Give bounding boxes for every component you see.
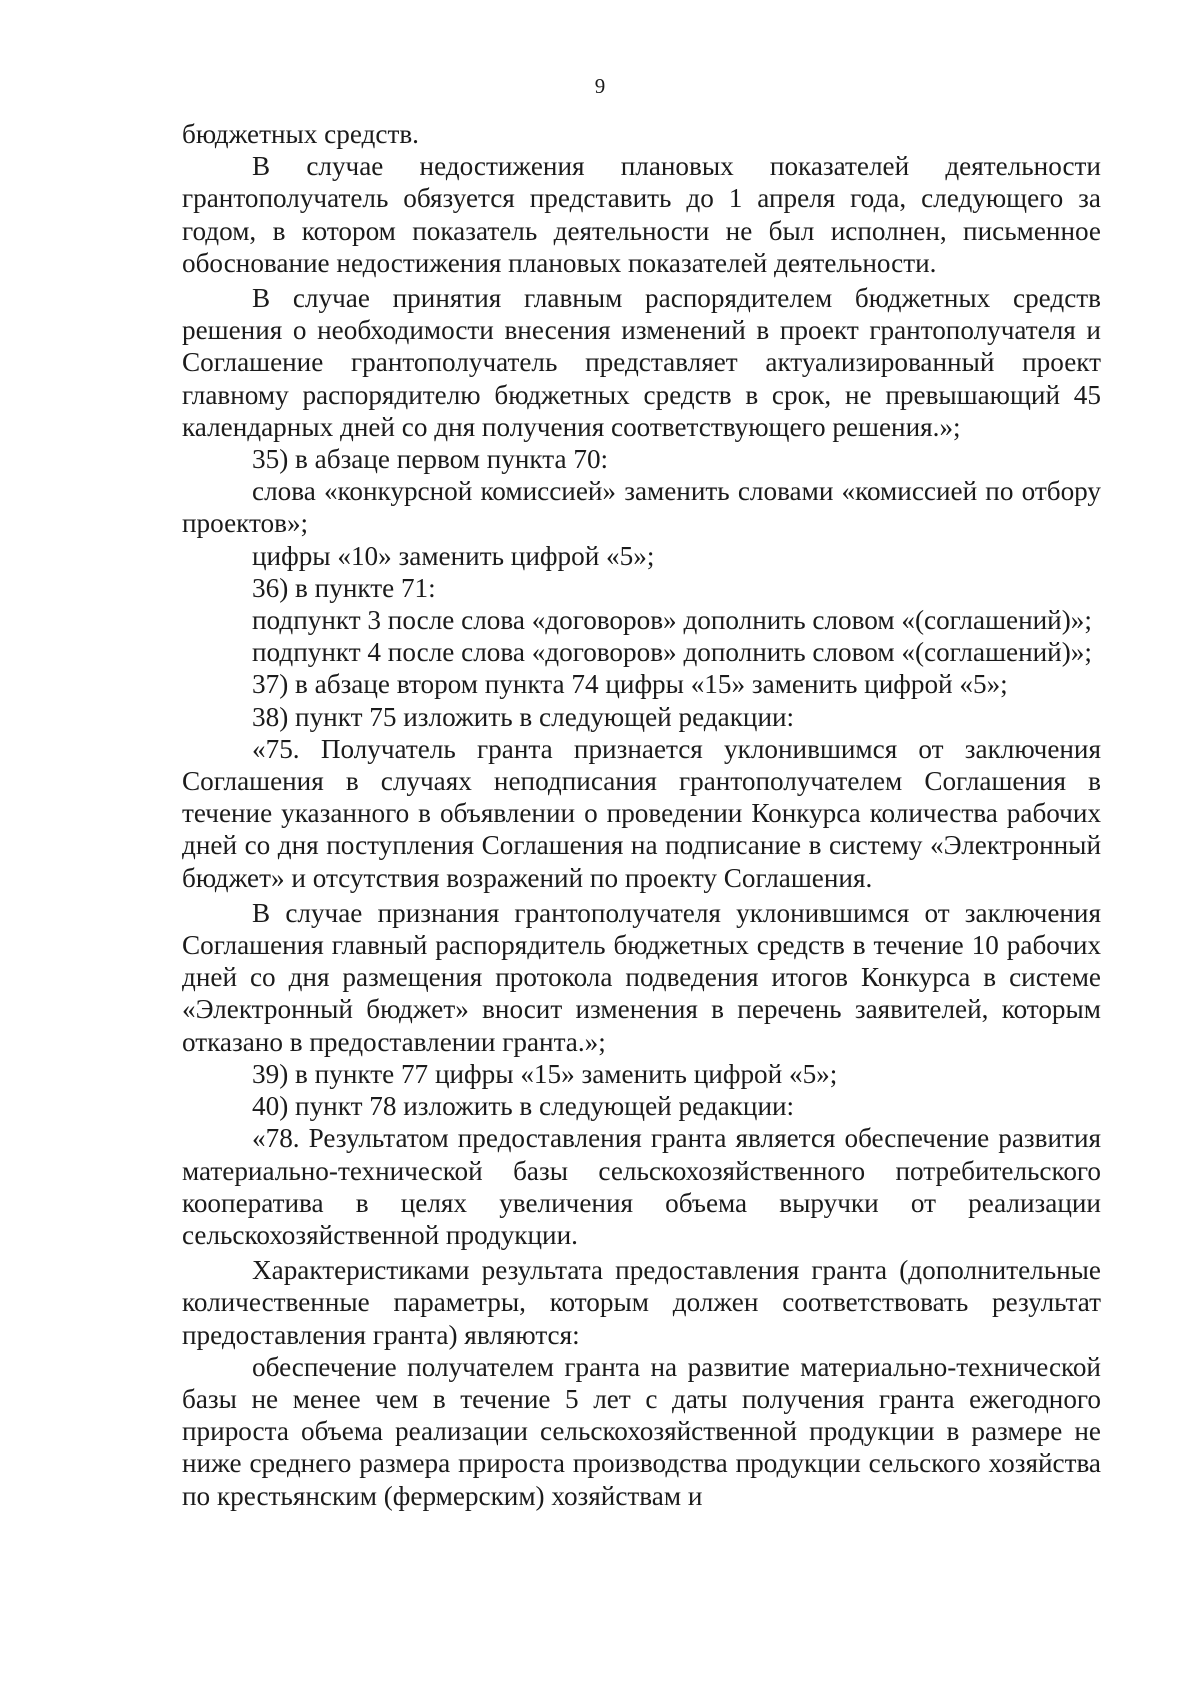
amendment-35-numbers: цифры «10» заменить цифрой «5»; (252, 540, 655, 571)
clause-75-evasion: В случае признания грантополучателя уклонившимся от заключения Соглашения главный распорядитель бюджетных средств в течение 10 рабочих дней со дня размещения протокола подведения итогов Конкурса в системе «Электронный бюджет» вносит изменения в перечень заявителей, которым отказано в предоставлении гранта.»; (182, 897, 1101, 1057)
clause-75-text: «75. Получатель гранта признается уклонившимся от заключения Соглашения в случаях неподписания грантополучателем Соглашения в течение указанного в объявлении о проведении Конкурса количества рабочих дней со дня поступления Соглашения на подписание в систему «Электронный бюджет» и отсутствия возражений по проекту Соглашения. (182, 733, 1101, 893)
clause-78-text: «78. Результатом предоставления гранта является обеспечение развития материально-технической базы сельскохозяйственного потребительского кооператива в целях увеличения объема выручки от реализации сельскохозяйственной продукции. (182, 1123, 1101, 1250)
amendment-item-38: 38) пункт 75 изложить в следующей редакции: (252, 701, 795, 732)
amendment-35-words: слова «конкурсной комиссией» заменить словами «комиссией по отбору проектов»; (182, 476, 1101, 539)
paragraph-project-changes: В случае принятия главным распорядителем бюджетных средств решения о необходимости внесения изменений в проект грантополучателя и Соглашение грантополучатель представляет актуализированный проект главному распорядителю бюджетных средств в срок, не превышающий 45 календарных дней со дня получения соответствующего решения.»; (182, 283, 1101, 442)
amendment-36-subitem-3: подпункт 3 после слова «договоров» дополнить словом «(соглашений)»; (252, 605, 1092, 636)
amendment-item-40: 40) пункт 78 изложить в следующей редакции: (252, 1091, 795, 1122)
clause-78-characteristics: Характеристиками результата предоставления гранта (дополнительные количественные параметры, которым должен соответствовать результат предоставления гранта) являются: (182, 1255, 1101, 1350)
clause-78-growth-requirement: обеспечение получателем гранта на развитие материально-технической базы не менее чем в течение 5 лет с даты получения гранта ежегодного прироста объема реализации сельскохозяйственной продукции в размере не ниже среднего размера прироста производства продукции сельского хозяйства по крестьянским (фермерским) хозяйствам и (182, 1351, 1101, 1511)
amendment-item-39: 39) в пункте 77 цифры «15» заменить цифрой «5»; (252, 1058, 838, 1089)
amendment-36-subitem-4: подпункт 4 после слова «договоров» дополнить словом «(соглашений)»; (252, 637, 1092, 668)
document-body (182, 118, 1101, 1512)
amendment-item-36: 36) в пункте 71: (252, 572, 436, 603)
paragraph-performance-failure: В случае недостижения плановых показателей деятельности грантополучатель обязуется представить до 1 апреля года, следующего за годом, в котором показатель деятельности не был исполнен, письменное обоснование недостижения плановых показателей деятельности. (182, 151, 1101, 278)
page-number: 9 (594, 74, 606, 98)
amendment-item-37: 37) в абзаце втором пункта 74 цифры «15» заменить цифрой «5»; (252, 669, 1008, 700)
amendment-item-35: 35) в абзаце первом пункта 70: (252, 444, 609, 475)
paragraph-continuation: бюджетных средств. (182, 119, 419, 149)
